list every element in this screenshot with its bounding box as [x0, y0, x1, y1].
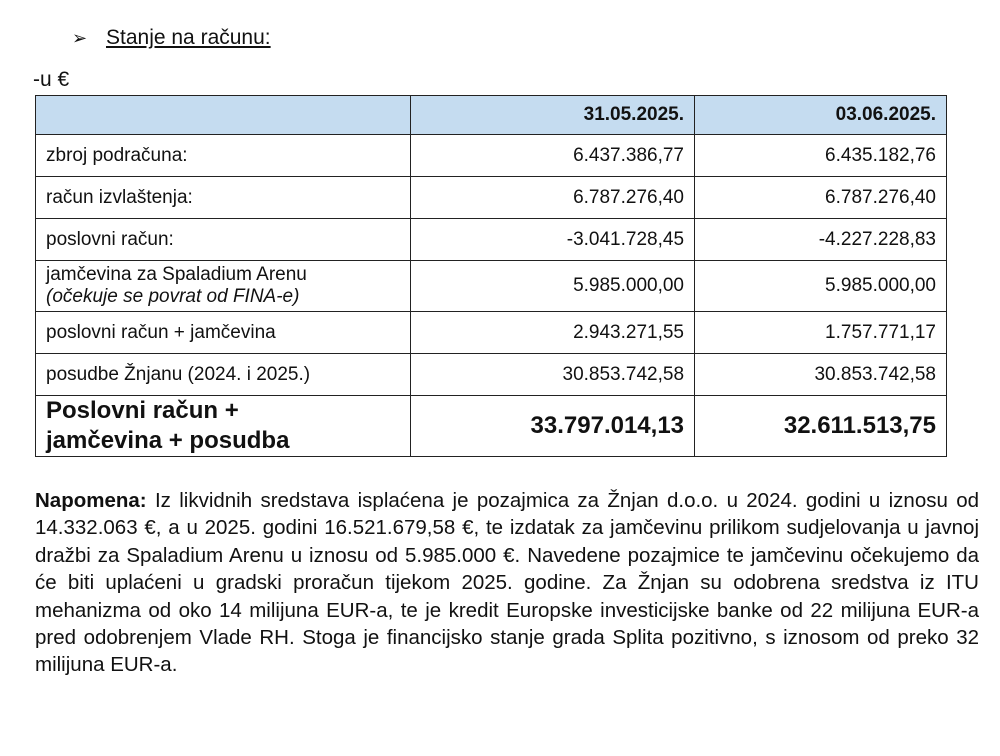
note-paragraph: [35, 487, 979, 679]
row-label-cell: [36, 261, 411, 312]
header-date-2: 03.06.2025.: [695, 96, 947, 135]
row-value-date-2: 6.435.182,76: [695, 135, 947, 177]
header-blank-cell: [36, 96, 411, 135]
total-label-line-1: Poslovni račun +: [46, 397, 239, 424]
section-heading: [72, 26, 271, 50]
note-title: Napomena:: [35, 489, 147, 512]
row-value-date-1: 30.853.742,58: [410, 354, 694, 396]
table-row: [36, 261, 947, 312]
table-row: [36, 312, 947, 354]
header-date-1: 31.05.2025.: [410, 96, 694, 135]
total-label-line-2: jamčevina + posudba: [46, 427, 290, 454]
row-value-date-1: 6.787.276,40: [410, 177, 694, 219]
row-label: jamčevina za Spaladium Arenu: [46, 264, 307, 285]
row-value-date-1: -3.041.728,45: [410, 219, 694, 261]
row-value-date-1: 2.943.271,55: [410, 312, 694, 354]
row-value-date-2: 6.787.276,40: [695, 177, 947, 219]
total-label-cell: [36, 396, 411, 457]
table-row: [36, 177, 947, 219]
total-value-date-1: 33.797.014,13: [410, 396, 694, 457]
arrow-bullet-icon: ➢: [72, 27, 88, 48]
total-row: [36, 396, 947, 457]
row-value-date-1: 6.437.386,77: [410, 135, 694, 177]
currency-unit-label: -u €: [33, 68, 70, 91]
row-label: zbroj podračuna:: [36, 135, 411, 177]
note-text: Iz likvidnih sredstava isplaćena je pozajmica za Žnjan d.o.o. u 2024. godini u iznosu od 14.332.063 €, a u 2025. godini 16.521.679,58 €, te izdatak za jamčevinu prilikom sudjelovanja u javnoj dražbi za Spaladium Arenu u iznosu od 5.985.000 €. Navedene pozajmice te jamčevinu očekujemo da će biti uplaćeni u gradski proračun tijekom 2025. godine. Za Žnjan su odobrena sredstva iz ITU mehanizma od oko 14 milijuna EUR-a, te je kredit Europske investicijske banke od 22 milijuna EUR-a pred odobrenjem Vlade RH. Stoga je financijsko stanje grada Splita pozitivno, s iznosom od preko 32 milijuna EUR-a.: [35, 489, 979, 677]
section-title: Stanje na računu:: [106, 26, 271, 49]
table-row: [36, 354, 947, 396]
row-label-note: (očekuje se povrat od FINA-e): [46, 286, 300, 307]
row-value-date-2: -4.227.228,83: [695, 219, 947, 261]
total-value-date-2: 32.611.513,75: [695, 396, 947, 457]
account-balance-table: [35, 95, 947, 457]
row-label: poslovni račun:: [36, 219, 411, 261]
row-value-date-2: 5.985.000,00: [695, 261, 947, 312]
row-label: poslovni račun + jamčevina: [36, 312, 411, 354]
table-row: [36, 135, 947, 177]
row-value-date-2: 30.853.742,58: [695, 354, 947, 396]
table-header-row: [36, 96, 947, 135]
row-label: račun izvlaštenja:: [36, 177, 411, 219]
row-value-date-2: 1.757.771,17: [695, 312, 947, 354]
row-label: posudbe Žnjanu (2024. i 2025.): [36, 354, 411, 396]
row-value-date-1: 5.985.000,00: [410, 261, 694, 312]
table-row: [36, 219, 947, 261]
